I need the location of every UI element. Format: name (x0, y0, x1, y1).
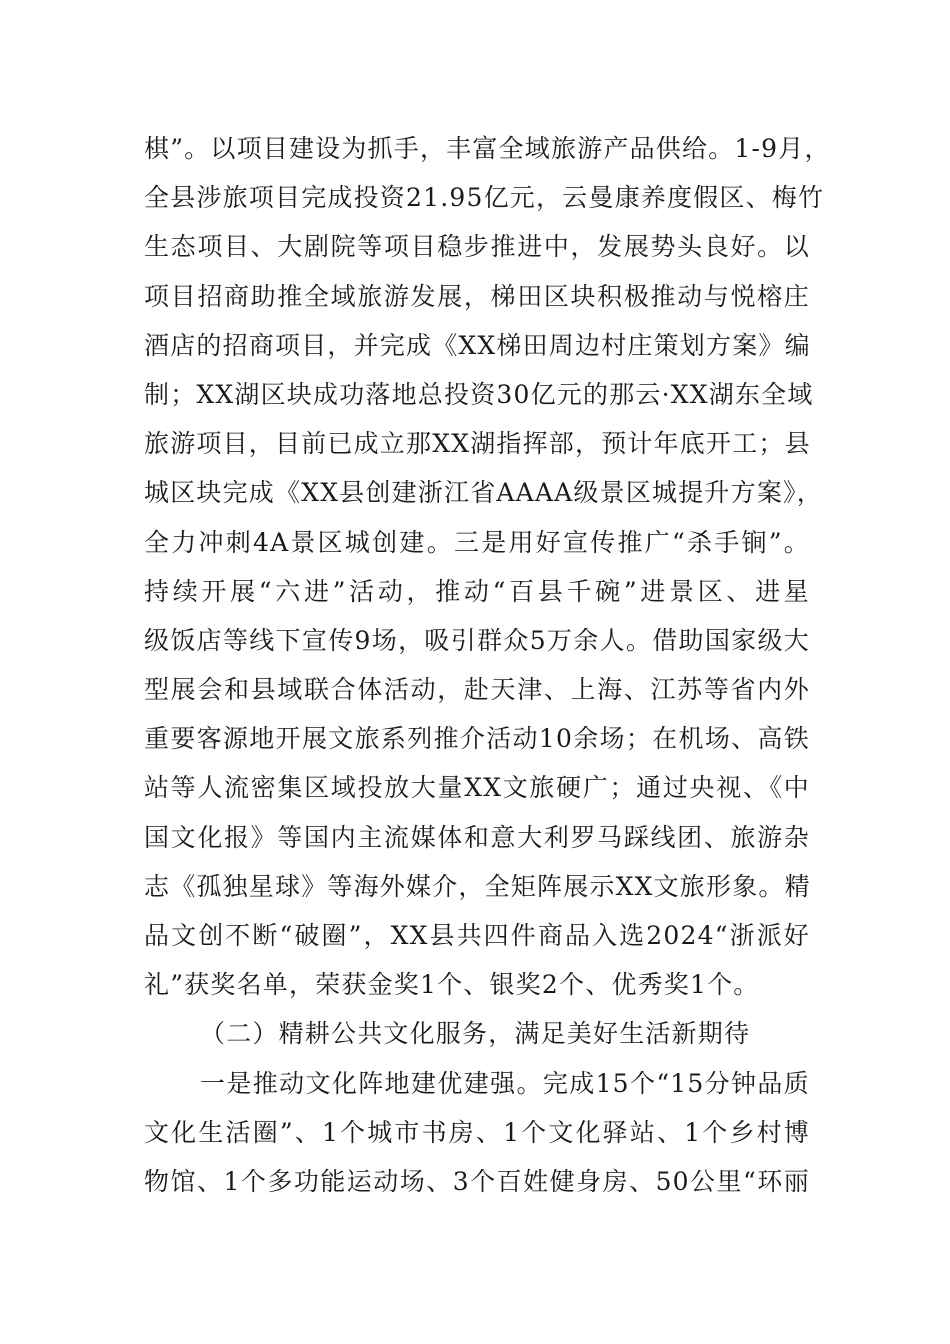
paragraph-line: 礼”获奖名单，荣获金奖1个、银奖2个、优秀奖1个。 (144, 970, 760, 1000)
paragraph-line: 型展会和县域联合体活动，赴天津、上海、江苏等省内外 (144, 675, 810, 705)
paragraph-line: 全县涉旅项目完成投资21.95亿元，云曼康养度假区、梅竹 (144, 183, 825, 213)
paragraph-line: 重要客源地开展文旅系列推介活动10余场；在机场、高铁 (144, 724, 810, 754)
paragraph-line: 国文化报》等国内主流媒体和意大利罗马踩线团、旅游杂 (144, 822, 810, 852)
paragraph-line: 城区块完成《XX县创建浙江省AAAA级景区城提升方案》， (144, 478, 823, 508)
section-heading: （二）精耕公共文化服务，满足美好生活新期待 (200, 1019, 751, 1049)
paragraph-line: 制；XX湖区块成功落地总投资30亿元的那云·XX湖东全域 (144, 379, 814, 409)
paragraph-line: 文化生活圈”、1个城市书房、1个文化驿站、1个乡村博 (144, 1117, 810, 1147)
paragraph-line: 酒店的招商项目，并完成《XX梯田周边村庄策划方案》编 (144, 330, 811, 360)
paragraph-line: 一是推动文化阵地建优建强。完成15个“15分钟品质 (200, 1068, 810, 1098)
paragraph-line: 棋”。以项目建设为抓手，丰富全域旅游产品供给。1-9月， (144, 134, 831, 163)
document-body (144, 124, 831, 1206)
paragraph-line: 物馆、1个多功能运动场、3个百姓健身房、50公里“环丽 (144, 1166, 810, 1196)
paragraph-line: 级饭店等线下宣传9场，吸引群众5万余人。借助国家级大 (144, 625, 810, 655)
paragraph-line: 品文创不断“破圈”，XX县共四件商品入选2024“浙派好 (144, 921, 810, 950)
paragraph-line: 项目招商助推全域旅游发展，梯田区块积极推动与悦榕庄 (144, 281, 810, 311)
paragraph-line: 生态项目、大剧院等项目稳步推进中，发展势头良好。以 (144, 232, 810, 262)
paragraph-line: 持续开展“六进”活动，推动“百县千碗”进景区、进星 (144, 576, 810, 606)
paragraph-line: 旅游项目，目前已成立那XX湖指挥部，预计年底开工；县 (144, 429, 811, 459)
paragraph-line: 站等人流密集区域投放大量XX文旅硬广；通过央视、《中 (144, 773, 810, 803)
paragraph-line: 全力冲刺4A景区城创建。三是用好宣传推广“杀手锏”。 (144, 527, 810, 557)
paragraph-line: 志《孤独星球》等海外媒介，全矩阵展示XX文旅形象。精 (144, 871, 811, 901)
